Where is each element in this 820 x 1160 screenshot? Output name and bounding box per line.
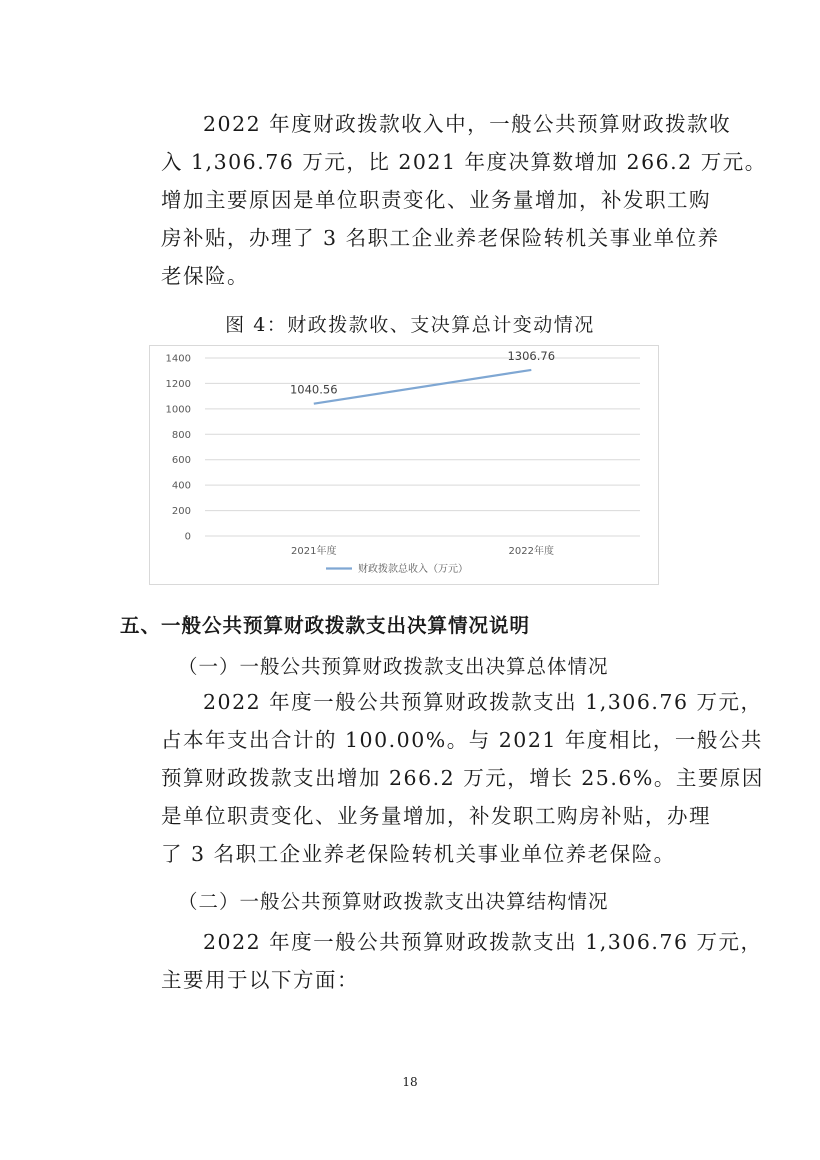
legend-label: 财政拨款总收入（万元） xyxy=(358,564,468,575)
section-heading: 五、一般公共预算财政拨款支出决算情况说明 xyxy=(120,614,531,637)
text-line: 老保险。 xyxy=(161,264,249,288)
y-tick-label: 1200 xyxy=(165,378,191,390)
text-line: 2022 年度一般公共预算财政拨款支出 1,306.76 万元， xyxy=(203,930,763,954)
line-chart xyxy=(149,345,659,585)
text-line: 是单位职责变化、业务量增加，补发职工购房补贴，办理 xyxy=(161,804,711,828)
series-line xyxy=(314,370,532,404)
chart-legend xyxy=(326,562,468,575)
paragraph-expenditure-structure xyxy=(120,923,763,999)
y-axis-ticks xyxy=(166,354,191,543)
paragraph-revenue xyxy=(120,105,767,295)
data-label: 1040.56 xyxy=(289,382,338,397)
text-line: 2022 年度财政拨款收入中，一般公共预算财政拨款收 xyxy=(203,112,732,136)
x-tick-label: 2022年度 xyxy=(508,546,554,557)
text-line: 主要用于以下方面： xyxy=(161,968,359,992)
x-tick-label: 2021年度 xyxy=(291,546,337,557)
x-axis-ticks xyxy=(291,544,554,557)
y-tick-label: 600 xyxy=(171,455,191,467)
text-line: 2022 年度一般公共预算财政拨款支出 1,306.76 万元， xyxy=(203,690,763,714)
text-line: 增加主要原因是单位职责变化、业务量增加，补发职工购 xyxy=(161,188,711,212)
chart-svg xyxy=(150,346,658,584)
data-label: 1306.76 xyxy=(507,348,556,363)
page-number: 18 xyxy=(402,1075,418,1089)
y-tick-label: 800 xyxy=(171,429,191,441)
text-line: 了 3 名职工企业养老保险转机关事业单位养老保险。 xyxy=(161,842,676,866)
y-tick-label: 200 xyxy=(171,506,191,518)
text-line: 预算财政拨款支出增加 266.2 万元，增长 25.6%。主要原因 xyxy=(161,766,764,790)
y-tick-label: 1400 xyxy=(165,353,191,365)
chart-gridlines xyxy=(205,358,640,536)
subsection-heading-1: （一）一般公共预算财政拨款支出决算总体情况 xyxy=(178,655,609,678)
y-tick-label: 1000 xyxy=(165,404,191,416)
y-tick-label: 400 xyxy=(171,480,191,492)
figure-caption: 图 4：财政拨款收、支决算总计变动情况 xyxy=(225,314,595,336)
text-line: 房补贴，办理了 3 名职工企业养老保险转机关事业单位养 xyxy=(161,226,720,250)
text-line: 入 1,306.76 万元，比 2021 年度决算数增加 266.2 万元。 xyxy=(161,150,767,174)
series-lines xyxy=(314,370,532,404)
y-tick-label: 0 xyxy=(184,531,191,543)
text-line: 占本年支出合计的 100.00%。与 2021 年度相比，一般公共 xyxy=(161,728,763,752)
paragraph-expenditure-total xyxy=(120,683,764,873)
subsection-heading-2: （二）一般公共预算财政拨款支出决算结构情况 xyxy=(178,890,609,913)
